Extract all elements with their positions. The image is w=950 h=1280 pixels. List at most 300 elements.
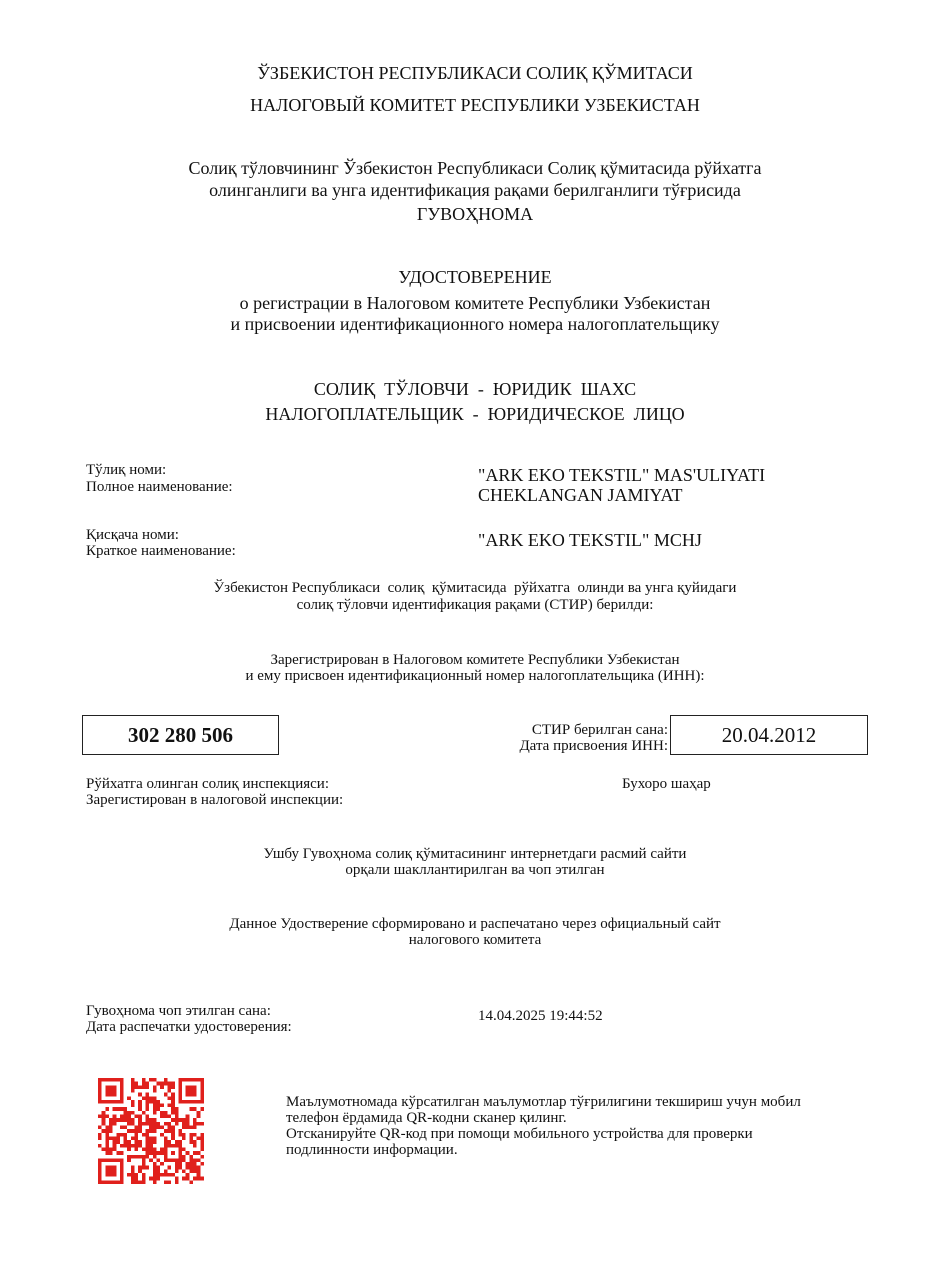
qr-module <box>197 1177 201 1181</box>
qr-module <box>120 1093 124 1097</box>
qr-module <box>156 1173 160 1177</box>
inn-value: 302 280 506 <box>128 722 233 747</box>
qr-module <box>197 1173 201 1177</box>
qr-module <box>138 1169 142 1173</box>
qr-module <box>113 1136 117 1140</box>
qr-module <box>109 1078 113 1082</box>
qr-module <box>153 1126 157 1130</box>
qr-module <box>113 1115 117 1119</box>
qr-module <box>109 1173 113 1177</box>
qr-module <box>182 1100 186 1104</box>
qr-module <box>189 1093 193 1097</box>
qr-module <box>146 1133 150 1137</box>
inn-date-label-ru: Дата присвоения ИНН: <box>519 738 668 754</box>
ru-title-line3: и присвоении идентификационного номера налогоплательщику <box>230 314 720 334</box>
qr-module <box>178 1085 182 1089</box>
qr-module <box>178 1093 182 1097</box>
qr-module <box>146 1122 150 1126</box>
inspection-label-uz: Рўйхатга олинган солиқ инспекцияси: <box>86 776 329 792</box>
qr-module <box>120 1115 124 1119</box>
qr-module <box>200 1078 204 1082</box>
qr-module <box>105 1093 109 1097</box>
qr-module <box>186 1122 190 1126</box>
qr-module <box>186 1166 190 1170</box>
qr-module <box>149 1100 153 1104</box>
qr-module <box>186 1100 190 1104</box>
qr-module <box>156 1104 160 1108</box>
qr-module <box>200 1093 204 1097</box>
qr-module <box>200 1082 204 1086</box>
qr-module <box>182 1078 186 1082</box>
qr-module <box>109 1100 113 1104</box>
qr-module <box>102 1100 106 1104</box>
qr-module <box>178 1147 182 1151</box>
qr-module <box>149 1122 153 1126</box>
qr-module <box>109 1151 113 1155</box>
qr-module <box>175 1162 179 1166</box>
qr-module <box>164 1122 168 1126</box>
qr-module <box>131 1136 135 1140</box>
qr-module <box>189 1078 193 1082</box>
qr-module <box>135 1180 139 1184</box>
qr-module <box>116 1107 120 1111</box>
qr-code-icon <box>98 1078 204 1184</box>
reg-uz-line1: Ўзбекистон Республикаси солиқ қўмитасида рўйхатга олинди ва унга қуйидаги <box>213 580 737 596</box>
qr-module <box>197 1122 201 1126</box>
qr-module <box>142 1162 146 1166</box>
qr-module <box>175 1180 179 1184</box>
qr-module <box>146 1147 150 1151</box>
qr-module <box>164 1078 168 1082</box>
qr-module <box>131 1082 135 1086</box>
qr-module <box>109 1129 113 1133</box>
qr-module <box>193 1169 197 1173</box>
qr-module <box>146 1104 150 1108</box>
qr-module <box>138 1144 142 1148</box>
short-name-label-uz: Қисқача номи: <box>86 527 179 543</box>
qr-module <box>98 1136 102 1140</box>
qr-module <box>164 1158 168 1162</box>
qr-module <box>153 1078 157 1082</box>
qr-module <box>120 1096 124 1100</box>
qr-module <box>178 1089 182 1093</box>
qr-module <box>175 1169 179 1173</box>
qr-module <box>164 1151 168 1155</box>
qr-module <box>113 1144 117 1148</box>
qr-module <box>153 1177 157 1181</box>
qr-module <box>171 1104 175 1108</box>
qr-module <box>186 1118 190 1122</box>
qr-module <box>127 1115 131 1119</box>
qr-module <box>120 1089 124 1093</box>
qr-module <box>149 1151 153 1155</box>
qr-module <box>98 1162 102 1166</box>
qr-module <box>105 1115 109 1119</box>
qr-module <box>135 1144 139 1148</box>
qr-module <box>164 1180 168 1184</box>
qr-module <box>171 1111 175 1115</box>
qr-module <box>120 1151 124 1155</box>
qr-module <box>116 1158 120 1162</box>
qr-module <box>138 1129 142 1133</box>
qr-module <box>200 1155 204 1159</box>
qr-module <box>120 1158 124 1162</box>
qr-module <box>164 1173 168 1177</box>
qr-module <box>167 1096 171 1100</box>
qr-module <box>149 1126 153 1130</box>
qr-module <box>186 1151 190 1155</box>
qr-module <box>160 1147 164 1151</box>
qr-module <box>142 1085 146 1089</box>
qr-module <box>167 1173 171 1177</box>
qr-module <box>171 1173 175 1177</box>
qr-module <box>127 1144 131 1148</box>
qr-module <box>175 1166 179 1170</box>
qr-module <box>131 1089 135 1093</box>
ru-title-line2: о регистрации в Налоговом комитете Республики Узбекистан <box>239 293 711 313</box>
qr-module <box>167 1158 171 1162</box>
print-date-label-ru: Дата распечатки удостоверения: <box>86 1019 292 1035</box>
qr-module <box>146 1151 150 1155</box>
qr-module <box>109 1085 113 1089</box>
qr-module <box>146 1107 150 1111</box>
qr-module <box>193 1166 197 1170</box>
qr-module <box>124 1133 128 1137</box>
qr-module <box>189 1158 193 1162</box>
qr-module <box>186 1173 190 1177</box>
qr-module <box>175 1158 179 1162</box>
qr-module <box>124 1126 128 1130</box>
qr-module <box>98 1115 102 1119</box>
qr-module <box>160 1085 164 1089</box>
qr-module <box>135 1155 139 1159</box>
qr-module <box>175 1177 179 1181</box>
qr-module <box>131 1111 135 1115</box>
qr-module <box>178 1133 182 1137</box>
qr-module <box>193 1140 197 1144</box>
qr-module <box>131 1085 135 1089</box>
qr-module <box>149 1096 153 1100</box>
qr-module <box>182 1133 186 1137</box>
qr-module <box>102 1122 106 1126</box>
qr-module <box>105 1100 109 1104</box>
qr-module <box>124 1118 128 1122</box>
qr-module <box>164 1111 168 1115</box>
note-ru-line1: Данное Удостверение сформировано и распечатано через официальный сайт <box>229 916 721 932</box>
qr-module <box>200 1177 204 1181</box>
qr-module <box>131 1104 135 1108</box>
qr-module <box>167 1129 171 1133</box>
qr-module <box>124 1136 128 1140</box>
full-name-label-ru: Полное наименование: <box>86 479 233 495</box>
qr-module <box>120 1177 124 1181</box>
qr-module <box>160 1173 164 1177</box>
qr-module <box>135 1115 139 1119</box>
qr-module <box>200 1122 204 1126</box>
qr-module <box>116 1100 120 1104</box>
qr-module <box>135 1085 139 1089</box>
qr-module <box>160 1162 164 1166</box>
qr-module <box>167 1115 171 1119</box>
qr-module <box>138 1180 142 1184</box>
qr-module <box>131 1122 135 1126</box>
qr-module <box>186 1126 190 1130</box>
qr-module <box>164 1093 168 1097</box>
qr-module <box>142 1173 146 1177</box>
qr-module <box>200 1162 204 1166</box>
qr-module <box>105 1136 109 1140</box>
qr-module <box>178 1166 182 1170</box>
qr-module <box>102 1158 106 1162</box>
full-name-label-uz: Тўлиқ номи: <box>86 462 167 478</box>
qr-module <box>102 1180 106 1184</box>
qr-module <box>131 1169 135 1173</box>
qr-module <box>175 1107 179 1111</box>
qr-module <box>98 1096 102 1100</box>
qr-module <box>113 1107 117 1111</box>
qr-module <box>153 1111 157 1115</box>
qr-module <box>156 1126 160 1130</box>
qr-module <box>113 1078 117 1082</box>
qr-module <box>109 1169 113 1173</box>
qr-module <box>186 1078 190 1082</box>
qr-module <box>146 1100 150 1104</box>
qr-module <box>164 1082 168 1086</box>
qr-module <box>109 1158 113 1162</box>
qr-module <box>153 1122 157 1126</box>
qr-module <box>146 1166 150 1170</box>
qr-module <box>127 1147 131 1151</box>
qr-module <box>197 1158 201 1162</box>
qr-module <box>120 1078 124 1082</box>
qr-module <box>127 1118 131 1122</box>
qr-module <box>146 1096 150 1100</box>
qr-module <box>142 1096 146 1100</box>
qr-module <box>156 1107 160 1111</box>
qr-module <box>200 1136 204 1140</box>
qr-module <box>120 1162 124 1166</box>
qr-module <box>193 1107 197 1111</box>
qr-module <box>153 1089 157 1093</box>
qr-module <box>142 1111 146 1115</box>
qr-module <box>146 1129 150 1133</box>
qr-module <box>171 1107 175 1111</box>
short-name-label-ru: Краткое наименование: <box>86 543 236 559</box>
qr-module <box>131 1118 135 1122</box>
qr-module <box>116 1078 120 1082</box>
reg-ru-line2: и ему присвоен идентификационный номер налогоплательщика (ИНН): <box>245 668 705 684</box>
qr-module <box>116 1140 120 1144</box>
qr-module <box>178 1082 182 1086</box>
qr-module <box>142 1177 146 1181</box>
qr-module <box>105 1140 109 1144</box>
qr-module <box>120 1133 124 1137</box>
qr-module <box>102 1111 106 1115</box>
qr-module <box>127 1122 131 1126</box>
qr-module <box>105 1169 109 1173</box>
qr-module <box>167 1122 171 1126</box>
qr-module <box>197 1100 201 1104</box>
uz-title-line1: Солиқ тўловчининг Ўзбекистон Республикаси Солиқ қўмитасида рўйхатга <box>188 158 762 178</box>
qr-module <box>109 1166 113 1170</box>
qr-module <box>146 1082 150 1086</box>
qr-module <box>189 1085 193 1089</box>
qr-module <box>189 1162 193 1166</box>
qr-module <box>98 1089 102 1093</box>
qr-module <box>113 1118 117 1122</box>
qr-module <box>135 1129 139 1133</box>
qr-module <box>156 1082 160 1086</box>
note-uz-line1: Ушбу Гувоҳнома солиқ қўмитасининг интернетдаги расмий сайти <box>263 846 687 862</box>
ru-title-heading: УДОСТОВЕРЕНИЕ <box>398 267 552 287</box>
qr-module <box>193 1085 197 1089</box>
qr-module <box>197 1136 201 1140</box>
qr-module <box>182 1177 186 1181</box>
qr-module <box>178 1162 182 1166</box>
qr-module <box>171 1093 175 1097</box>
qr-module <box>120 1118 124 1122</box>
qr-module <box>116 1180 120 1184</box>
qr-module <box>135 1147 139 1151</box>
qr-module <box>182 1136 186 1140</box>
qr-module <box>98 1133 102 1137</box>
qr-module <box>153 1107 157 1111</box>
qr-module <box>156 1166 160 1170</box>
qr-module <box>113 1085 117 1089</box>
qr-module <box>120 1126 124 1130</box>
qr-module <box>149 1136 153 1140</box>
qr-module <box>200 1147 204 1151</box>
qr-module <box>105 1151 109 1155</box>
qr-module <box>189 1100 193 1104</box>
qr-module <box>178 1155 182 1159</box>
qr-module <box>105 1085 109 1089</box>
qr-module <box>124 1140 128 1144</box>
qr-module <box>156 1151 160 1155</box>
qr-module <box>127 1173 131 1177</box>
qr-module <box>156 1100 160 1104</box>
qr-module <box>120 1144 124 1148</box>
qr-module <box>153 1151 157 1155</box>
qr-module <box>113 1122 117 1126</box>
qr-module <box>127 1140 131 1144</box>
qr-module <box>171 1144 175 1148</box>
qr-module <box>149 1129 153 1133</box>
qr-module <box>200 1140 204 1144</box>
qr-module <box>105 1107 109 1111</box>
qr-module <box>113 1100 117 1104</box>
qr-module <box>113 1180 117 1184</box>
qr-module <box>113 1169 117 1173</box>
qr-module <box>149 1118 153 1122</box>
qr-module <box>156 1177 160 1181</box>
qr-module <box>175 1122 179 1126</box>
qr-module <box>153 1166 157 1170</box>
qr-module <box>178 1144 182 1148</box>
qr-module <box>131 1155 135 1159</box>
qr-module <box>124 1111 128 1115</box>
qr-module <box>138 1118 142 1122</box>
qr-module <box>142 1147 146 1151</box>
qr-module <box>131 1173 135 1177</box>
reg-uz-line2: солиқ тўловчи идентификация рақами (СТИР) берилди: <box>296 597 654 613</box>
qr-module <box>156 1122 160 1126</box>
qr-module <box>153 1136 157 1140</box>
qr-text-line2: телефон ёрдамида QR-кодни сканер қилинг. <box>286 1110 567 1126</box>
qr-module <box>175 1115 179 1119</box>
qr-module <box>193 1100 197 1104</box>
qr-module <box>167 1140 171 1144</box>
qr-module <box>138 1085 142 1089</box>
qr-module <box>153 1104 157 1108</box>
qr-module <box>105 1173 109 1177</box>
qr-module <box>131 1144 135 1148</box>
qr-module <box>171 1129 175 1133</box>
qr-module <box>193 1118 197 1122</box>
qr-module <box>171 1133 175 1137</box>
qr-module <box>189 1155 193 1159</box>
qr-module <box>171 1100 175 1104</box>
qr-module <box>127 1111 131 1115</box>
qr-module <box>193 1078 197 1082</box>
inn-date-value: 20.04.2012 <box>721 722 817 747</box>
qr-module <box>120 1166 124 1170</box>
qr-module <box>105 1129 109 1133</box>
qr-module <box>142 1133 146 1137</box>
qr-module <box>182 1158 186 1162</box>
qr-module <box>131 1100 135 1104</box>
qr-module <box>138 1122 142 1126</box>
qr-module <box>109 1093 113 1097</box>
qr-module <box>113 1173 117 1177</box>
qr-module <box>153 1147 157 1151</box>
qr-module <box>193 1122 197 1126</box>
qr-module <box>193 1144 197 1148</box>
qr-module <box>149 1078 153 1082</box>
qr-module <box>120 1169 124 1173</box>
qr-module <box>124 1115 128 1119</box>
qr-module <box>124 1144 128 1148</box>
short-name-value: "ARK EKO TEKSTIL" MCHJ <box>478 530 702 550</box>
qr-module <box>160 1082 164 1086</box>
qr-module <box>146 1093 150 1097</box>
qr-module <box>153 1173 157 1177</box>
qr-module <box>156 1169 160 1173</box>
uz-title-line2: олинганлиги ва унга идентификация рақами берилганлиги тўғрисида <box>209 180 741 200</box>
qr-module <box>153 1085 157 1089</box>
qr-module <box>164 1147 168 1151</box>
qr-module <box>146 1118 150 1122</box>
qr-module <box>102 1078 106 1082</box>
qr-module <box>146 1115 150 1119</box>
qr-module <box>105 1158 109 1162</box>
qr-module <box>98 1177 102 1181</box>
qr-module <box>189 1166 193 1170</box>
qr-module <box>127 1129 131 1133</box>
qr-module <box>153 1169 157 1173</box>
qr-module <box>167 1166 171 1170</box>
qr-module <box>149 1177 153 1181</box>
qr-module <box>200 1144 204 1148</box>
qr-module <box>186 1162 190 1166</box>
qr-module <box>102 1115 106 1119</box>
qr-module <box>109 1118 113 1122</box>
qr-module <box>138 1104 142 1108</box>
qr-module <box>175 1111 179 1115</box>
qr-module <box>178 1151 182 1155</box>
qr-module <box>98 1144 102 1148</box>
qr-module <box>138 1115 142 1119</box>
